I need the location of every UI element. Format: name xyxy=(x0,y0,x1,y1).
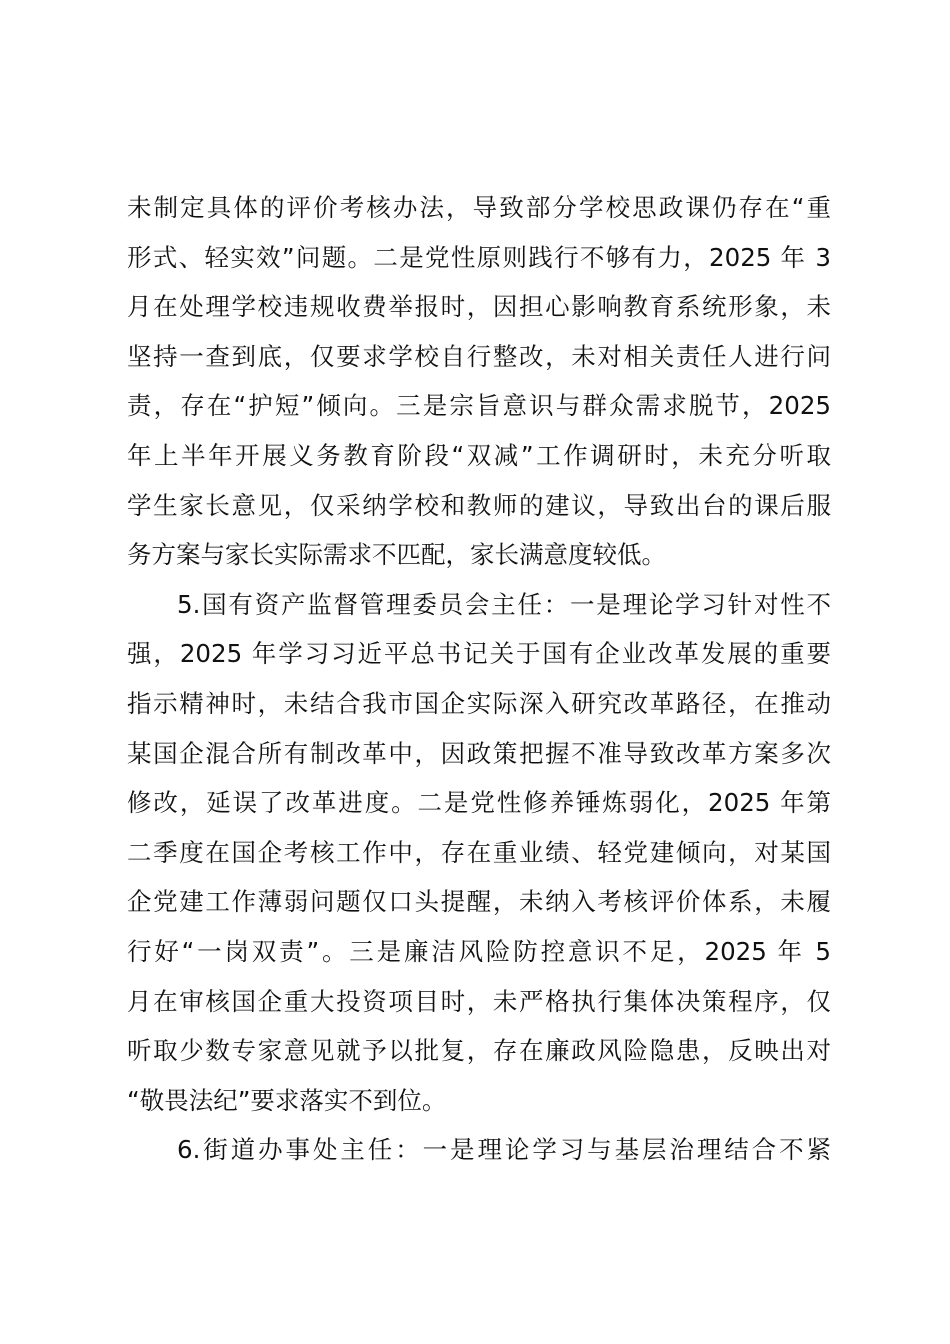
text-line: 强，2025 年学习习近平总书记关于国有企业改革发展的重要 xyxy=(127,639,831,669)
text-line: 学生家长意见，仅采纳学校和教师的建议，导致出台的课后服 xyxy=(127,490,831,520)
text-line: 修改，延误了改革进度。二是党性修养锤炼弱化，2025 年第 xyxy=(127,788,831,818)
text-line: 形式、轻实效”问题。二是党性原则践行不够有力，2025 年 3 xyxy=(127,242,831,272)
text-line: 二季度在国企考核工作中，存在重业绩、轻党建倾向，对某国 xyxy=(127,837,831,867)
text-line: “敬畏法纪”要求落实不到位。 xyxy=(127,1085,447,1115)
text-line: 责，存在“护短”倾向。三是宗旨意识与群众需求脱节，2025 xyxy=(127,391,831,421)
section-heading-6: 6.街道办事处主任：一是理论学习与基层治理结合不紧 xyxy=(177,1135,831,1165)
text-line: 未制定具体的评价考核办法，导致部分学校思政课仍存在“重 xyxy=(127,193,831,222)
text-line: 年上半年开展义务教育阶段“双减”工作调研时，未充分听取 xyxy=(127,440,831,470)
text-line: 听取少数专家意见就予以批复，存在廉政风险隐患，反映出对 xyxy=(127,1036,831,1066)
text-line: 指示精神时，未结合我市国企实际深入研究改革路径，在推动 xyxy=(127,688,831,718)
text-line: 坚持一查到底，仅要求学校自行整改，未对相关责任人进行问 xyxy=(127,341,831,371)
text-line: 务方案与家长实际需求不匹配，家长满意度较低。 xyxy=(127,540,666,570)
text-line: 月在处理学校违规收费举报时，因担心影响教育系统形象，未 xyxy=(127,292,831,322)
text-line: 企党建工作薄弱问题仅口头提醒，未纳入考核评价体系，未履 xyxy=(127,887,831,917)
document-body xyxy=(127,183,831,1175)
text-line: 行好“一岗双责”。三是廉洁风险防控意识不足，2025 年 5 xyxy=(127,936,831,966)
text-line: 月在审核国企重大投资项目时，未严格执行集体决策程序，仅 xyxy=(127,986,831,1016)
text-line: 某国企混合所有制改革中，因政策把握不准导致改革方案多次 xyxy=(127,738,831,768)
section-heading-5: 5.国有资产监督管理委员会主任：一是理论学习针对性不 xyxy=(177,589,831,619)
